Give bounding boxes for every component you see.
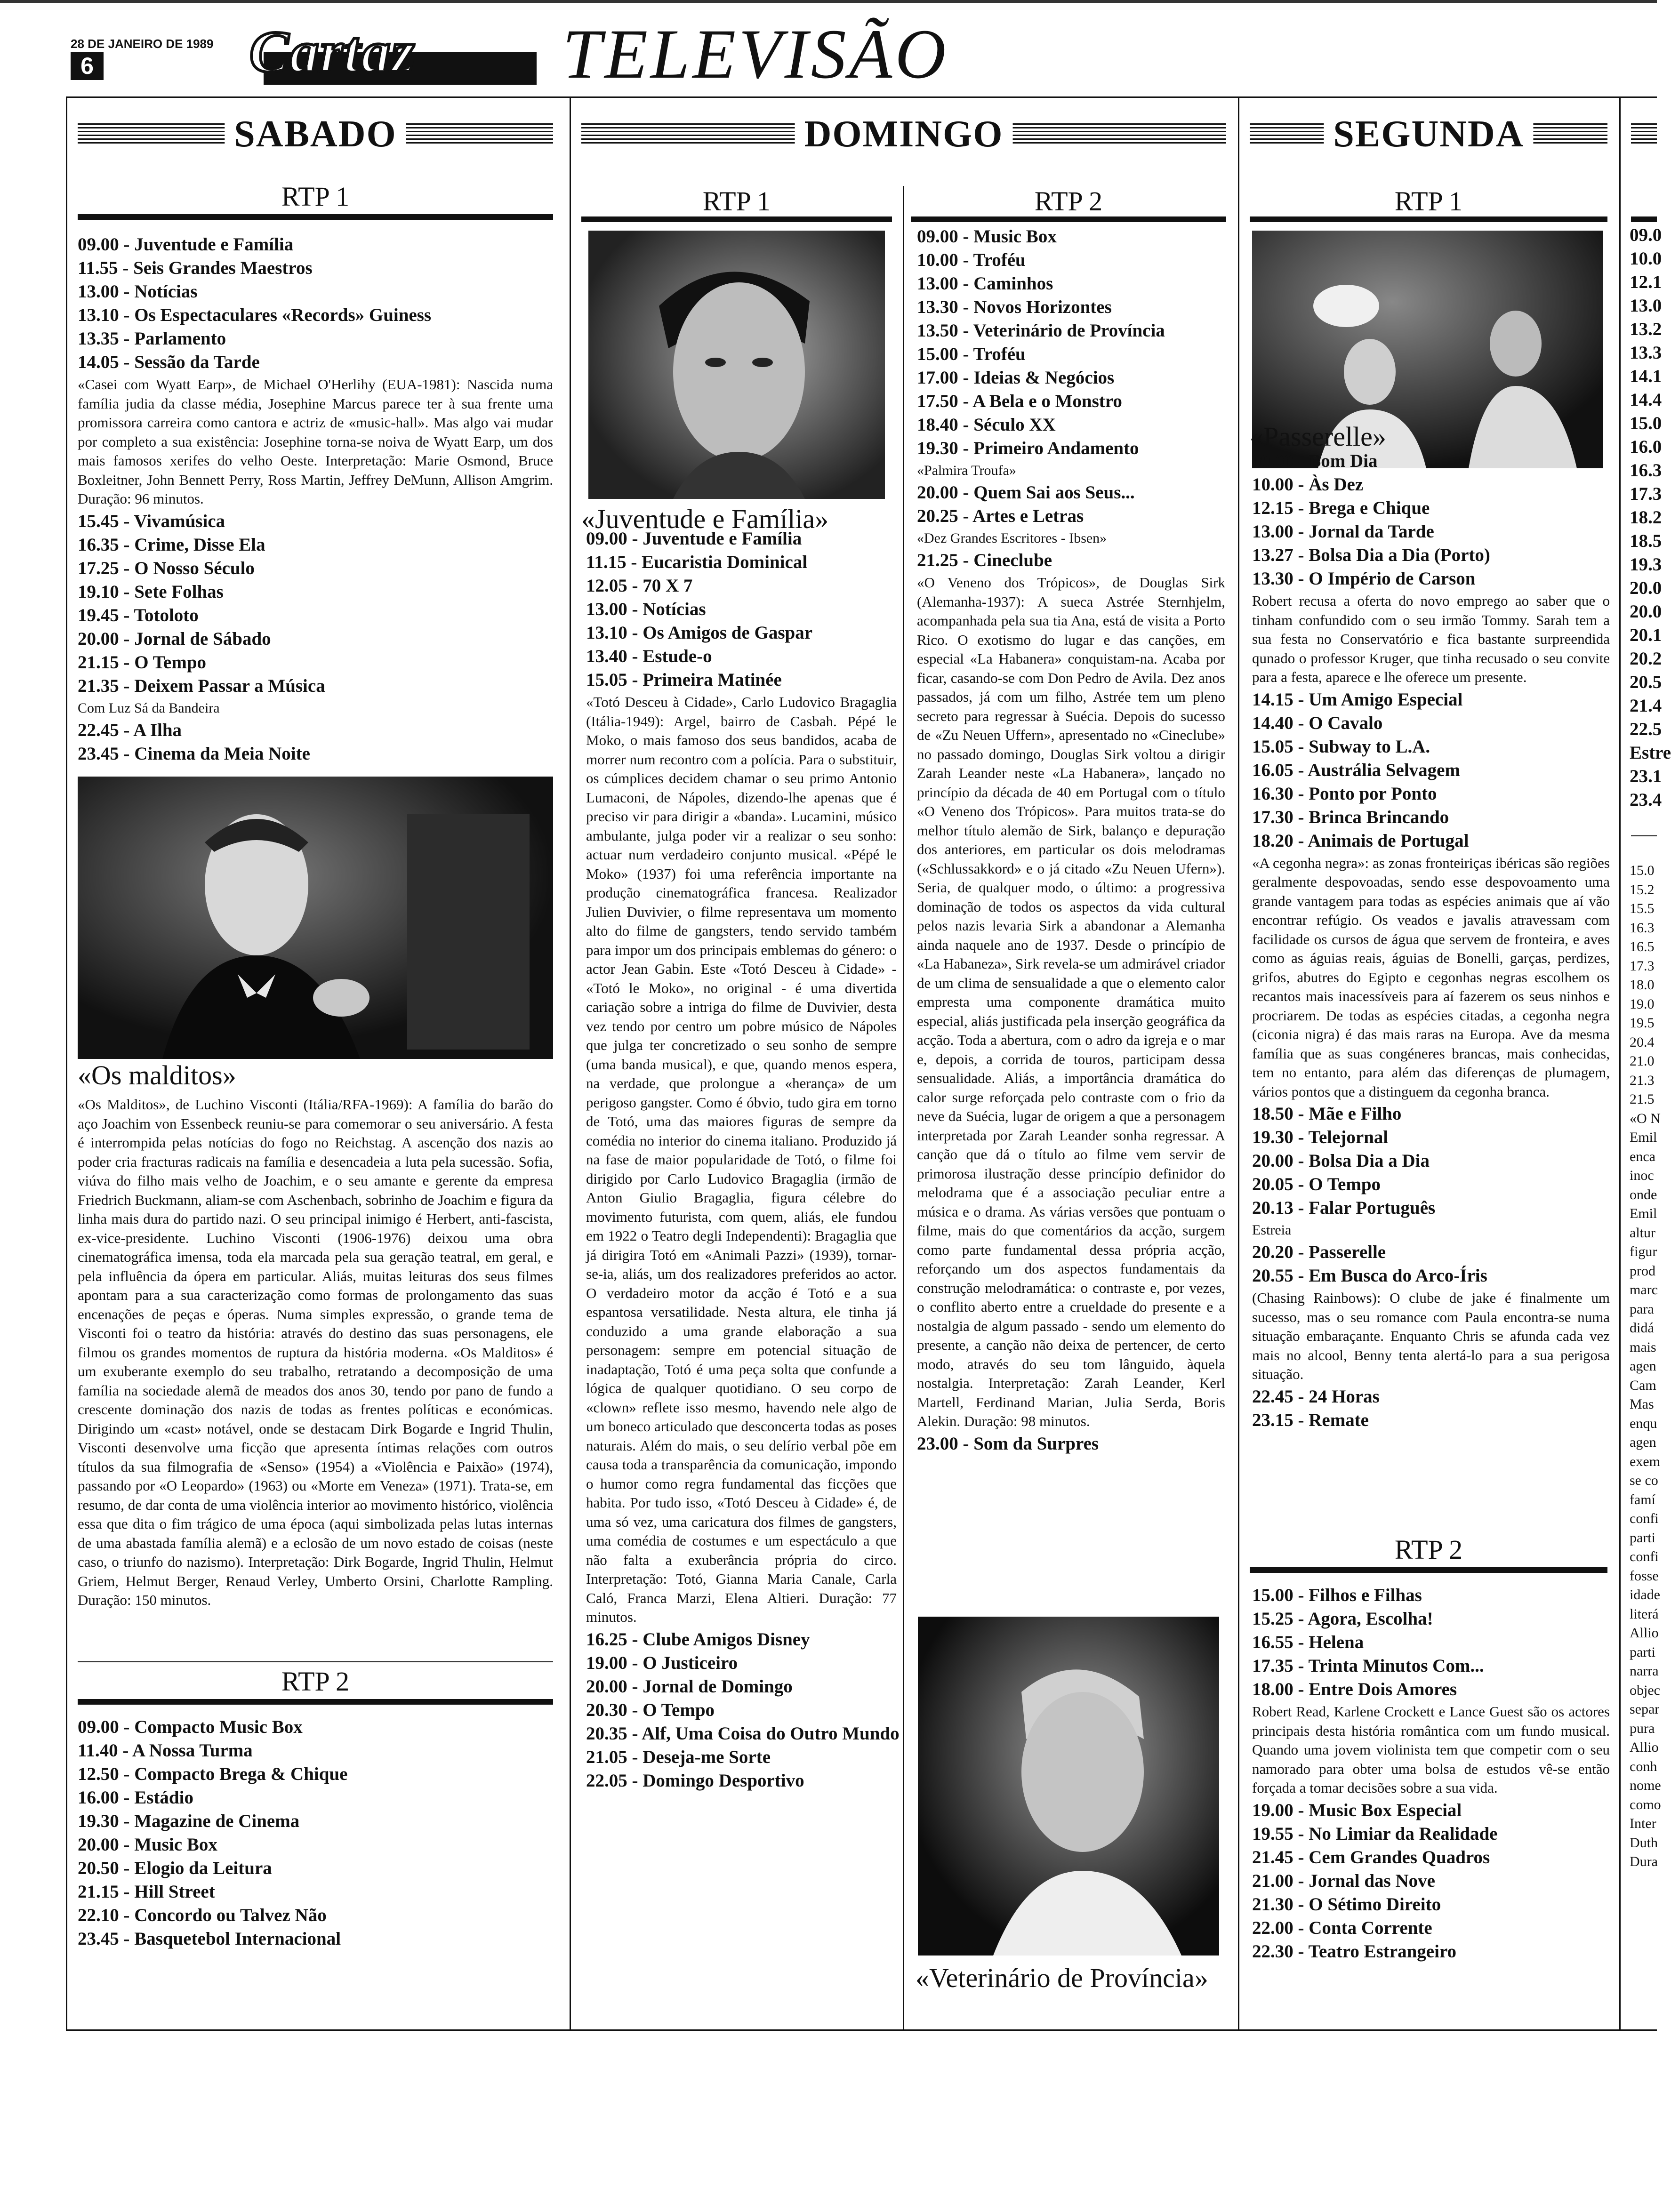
program-item: 11.40 - A Nossa Turma — [78, 1740, 253, 1761]
text-fragment: 21.4 — [1630, 696, 1662, 716]
text-fragment: onde — [1630, 1186, 1657, 1202]
day-header-cut — [1631, 113, 1657, 155]
channel-label-rtp2: RTP 2 — [281, 1666, 350, 1697]
program-note: Com Luz Sá da Bandeira — [78, 700, 220, 716]
text-fragment: 10.0 — [1630, 248, 1662, 269]
program-item: 20.00 - Music Box — [78, 1835, 217, 1855]
channel-bar — [78, 214, 553, 220]
day-label: DOMINGO — [795, 113, 1013, 155]
program-item: 20.25 - Artes e Letras — [917, 506, 1084, 526]
photo-juventude — [588, 231, 885, 499]
text-fragment: 17.3 — [1630, 484, 1662, 504]
text-fragment: para — [1630, 1301, 1654, 1317]
photo-placeholder-icon — [588, 231, 885, 499]
program-item: 13.40 - Estude-o — [586, 646, 712, 666]
text-fragment: 13.0 — [1630, 296, 1662, 316]
text-fragment: agen — [1630, 1435, 1656, 1450]
program-item: 13.10 - Os Espectaculares «Records» Guiness — [78, 305, 432, 325]
sabado-rtp2-schedule — [78, 1715, 553, 1951]
program-item: 18.20 - Animais de Portugal — [1252, 830, 1469, 851]
program-item: 11.55 - Seis Grandes Maestros — [78, 258, 313, 278]
text-fragment: 15.2 — [1630, 882, 1655, 898]
column-rule-3 — [1619, 96, 1621, 2031]
program-item: 19.30 - Magazine de Cinema — [78, 1811, 300, 1831]
text-fragment: 13.2 — [1630, 319, 1662, 339]
section-divider — [78, 1661, 553, 1662]
program-item: 20.30 - O Tempo — [586, 1699, 715, 1720]
channel-label-rtp1: RTP 1 — [1394, 186, 1463, 216]
day-header-domingo — [581, 113, 1226, 155]
program-item: 14.40 - O Cavalo — [1252, 713, 1383, 733]
issue-date: 28 DE JANEIRO DE 1989 — [71, 37, 214, 51]
text-fragment: Duth — [1630, 1835, 1658, 1851]
text-fragment: confi — [1630, 1511, 1659, 1526]
program-item: 21.25 - Cineclube — [917, 550, 1052, 570]
channel-bar — [1631, 216, 1657, 222]
program-item: 19.45 - Totoloto — [78, 605, 199, 625]
program-item: 12.15 - Brega e Chique — [1252, 498, 1430, 518]
fragment-list — [1630, 224, 1671, 812]
program-item: 23.45 - Cinema da Meia Noite — [78, 743, 310, 764]
program-list — [1252, 1799, 1610, 1964]
program-item: 16.05 - Austrália Selvagem — [1252, 760, 1460, 780]
photo-veterinario — [918, 1617, 1219, 1956]
program-item: 14.15 - Um Amigo Especial — [1252, 689, 1463, 710]
text-fragment: 14.1 — [1630, 366, 1662, 386]
text-fragment: inoc — [1630, 1168, 1654, 1183]
text-fragment: Allio — [1630, 1625, 1659, 1641]
text-fragment: 15.0 — [1630, 413, 1662, 433]
program-item: 22.45 - A Ilha — [78, 720, 182, 740]
text-fragment: exem — [1630, 1453, 1660, 1469]
channel-label-rtp1: RTP 1 — [281, 181, 350, 212]
text-fragment: agen — [1630, 1358, 1656, 1374]
program-list — [78, 1715, 553, 1951]
photo-os-malditos — [78, 777, 553, 1059]
program-item: 18.50 - Mãe e Filho — [1252, 1104, 1402, 1124]
program-item: 11.15 - Eucaristia Dominical — [586, 552, 808, 572]
program-list — [78, 719, 553, 766]
program-item: 20.35 - Alf, Uma Coisa do Outro Mundo — [586, 1723, 900, 1744]
text-fragment: figur — [1630, 1244, 1657, 1259]
text-fragment: 23.1 — [1630, 766, 1662, 786]
program-item: 22.30 - Teatro Estrangeiro — [1252, 1941, 1457, 1962]
text-fragment: 16.3 — [1630, 460, 1662, 481]
program-item: 13.30 - O Império de Carson — [1252, 569, 1476, 589]
cut-column-top — [1630, 224, 1671, 812]
text-fragment: 13.3 — [1630, 343, 1662, 363]
program-item: 13.50 - Veterinário de Província — [917, 321, 1165, 341]
program-item: 18.40 - Século XX — [917, 415, 1056, 435]
program-item: 17.00 - Ideias & Negócios — [917, 368, 1115, 388]
text-fragment: enca — [1630, 1148, 1655, 1164]
text-fragment: conh — [1630, 1758, 1657, 1774]
text-fragment: mais — [1630, 1339, 1656, 1355]
program-item: 15.25 - Agora, Escolha! — [1252, 1609, 1433, 1629]
program-item: 13.00 - Notícias — [78, 281, 198, 302]
text-fragment: marc — [1630, 1282, 1658, 1298]
day-header-segunda — [1250, 113, 1607, 155]
photo-caption: «Juventude e Família» — [581, 504, 829, 534]
program-item: 22.05 - Domingo Desportivo — [586, 1770, 804, 1791]
program-item: 21.35 - Deixem Passar a Música — [78, 675, 325, 696]
program-description: (Chasing Rainbows): O clube de jake é finalmente um sucesso, mas o seu romance com Paula encontra-se numa situação embaraçante. Enquanto Chris se afunda cada vez mais no alcool, Benny tenta alertá-lo para a sua perigosa situação. — [1252, 1290, 1610, 1382]
program-item: 15.05 - Subway to L.A. — [1252, 736, 1430, 757]
text-fragment: 18.0 — [1630, 977, 1655, 993]
program-item: 09.00 - Juventude e Família — [586, 529, 802, 549]
program-item: 21.15 - Hill Street — [78, 1882, 215, 1902]
text-fragment: Inter — [1630, 1816, 1656, 1831]
text-fragment: 18.2 — [1630, 507, 1662, 528]
column-rule-1 — [570, 96, 571, 2031]
program-item: 19.30 - Telejornal — [1252, 1127, 1389, 1147]
text-fragment: separ — [1630, 1701, 1660, 1717]
text-fragment: 20.4 — [1630, 1034, 1655, 1050]
day-label: SABADO — [225, 113, 406, 155]
program-item: 15.00 - Filhos e Filhas — [1252, 1585, 1422, 1605]
fragment-list — [1630, 861, 1661, 1872]
program-item: 12.50 - Compacto Brega & Chique — [78, 1764, 348, 1784]
text-fragment: 20.1 — [1630, 625, 1662, 645]
program-item: 16.30 - Ponto por Ponto — [1252, 783, 1437, 804]
text-fragment: 15.0 — [1630, 863, 1655, 878]
program-item: 12.05 - 70 X 7 — [586, 576, 693, 596]
text-fragment: parti — [1630, 1644, 1655, 1660]
program-item: 23.00 - Som da Surpres — [917, 1433, 1099, 1454]
program-list — [1252, 1102, 1610, 1220]
text-fragment: 19.0 — [1630, 996, 1655, 1012]
program-item: 09.00 - Bom Dia — [1252, 451, 1378, 471]
sabado-film-description — [78, 1094, 553, 1611]
segunda-rtp2-schedule — [1252, 1584, 1610, 1964]
program-item: 19.30 - Primeiro Andamento — [917, 438, 1139, 458]
program-item: 22.00 - Conta Corrente — [1252, 1917, 1432, 1938]
program-item: 20.00 - Jornal de Domingo — [586, 1676, 793, 1697]
day-header-sabado — [78, 113, 553, 155]
text-fragment: Emil — [1630, 1130, 1657, 1145]
text-fragment: 21.3 — [1630, 1072, 1655, 1088]
program-list — [1252, 1241, 1610, 1288]
header-rules — [1631, 123, 1657, 144]
frame-bottom — [66, 2029, 1657, 2031]
program-item: 20.13 - Falar Português — [1252, 1198, 1436, 1218]
channel-bar — [1250, 1567, 1607, 1573]
segunda-rtp1-schedule — [1252, 449, 1610, 1432]
program-list — [78, 510, 553, 698]
text-fragment: confi — [1630, 1549, 1659, 1564]
program-item: 19.00 - O Justiceiro — [586, 1652, 738, 1673]
text-fragment: 21.5 — [1630, 1091, 1655, 1107]
text-fragment: 23.4 — [1630, 790, 1662, 810]
program-item: 14.05 - Sessão da Tarde — [78, 352, 260, 372]
program-item: 21.30 - O Sétimo Direito — [1252, 1894, 1441, 1915]
program-item: 13.00 - Notícias — [586, 599, 706, 619]
program-description: «A cegonha negra»: as zonas fronteiriças ibéricas são regiões geralmente despovoadas, sendo esse despovoamento uma grande vantagem para todas as espécies animais que aí vão encontrar refúgio. Os veados e javalis atravessam com facilidade os cursos de água que servem de fronteira, e aves como as águias reais, águias de Bonelli, garças, perdizes, grifos, abutres do Egipto e cegonhas negras escolhem os recantos mais inacessíveis para aí fazerem os seus ninhos e procriarem. De todas as espécies citadas, a cegonha negra (ciconia nigra) é das mais raras na Europa. Ave da mesma família que as suas congéneres brancas, mais conhecidas, tem no entanto, para além das diferenças de plumagem, vários pontos que a distinguem da cegonha branca. — [1252, 854, 1610, 1100]
photo-caption: «Passerelle» — [1250, 421, 1386, 452]
channel-bar — [1250, 216, 1607, 222]
day-label: SEGUNDA — [1324, 113, 1533, 155]
text-fragment: 21.0 — [1630, 1053, 1655, 1069]
text-fragment: 14.4 — [1630, 390, 1662, 410]
program-item: 21.05 - Deseja-me Sorte — [586, 1747, 771, 1767]
program-item: 20.00 - Jornal de Sábado — [78, 628, 271, 649]
program-list — [1252, 1385, 1610, 1432]
top-rule — [0, 0, 1657, 3]
text-fragment: famí — [1630, 1491, 1655, 1507]
program-note: «Palmira Troufa» — [917, 463, 1016, 478]
text-fragment: Cam — [1630, 1377, 1656, 1393]
text-fragment: nome — [1630, 1778, 1661, 1793]
program-list — [917, 549, 1225, 572]
program-item: 23.45 - Basquetebol Internacional — [78, 1929, 341, 1949]
text-fragment: 16.3 — [1630, 920, 1655, 936]
program-item: 09.00 - Music Box — [917, 226, 1057, 247]
program-item: 18.00 - Entre Dois Amores — [1252, 1679, 1457, 1699]
program-list — [917, 225, 1225, 460]
program-item: 13.10 - Os Amigos de Gaspar — [586, 623, 813, 643]
section-divider — [1631, 835, 1657, 836]
program-list — [1252, 449, 1610, 591]
program-item: 19.10 - Sete Folhas — [78, 581, 224, 602]
frame-top — [66, 96, 1657, 98]
program-list — [586, 1628, 900, 1793]
sabado-rtp1-schedule — [78, 233, 553, 766]
program-item: 15.45 - Vivamúsica — [78, 511, 225, 531]
domingo-rtp1-schedule — [586, 527, 900, 1793]
text-fragment: 17.3 — [1630, 958, 1655, 974]
program-item: 19.00 - Music Box Especial — [1252, 1800, 1462, 1820]
channel-label-rtp2: RTP 2 — [1394, 1534, 1463, 1565]
channel-bar — [581, 216, 892, 222]
text-fragment: 09.0 — [1630, 225, 1662, 245]
program-item: 15.00 - Troféu — [917, 344, 1026, 364]
program-item: 17.35 - Trinta Minutos Com... — [1252, 1656, 1484, 1676]
program-description: «Casei com Wyatt Earp», de Michael O'Herlihy (EUA-1981): Nascida numa família judia da classe média, Josephine Marcus parece ter à sua frente uma promissora carreira como cantora e actriz de «music-hall». Mas algo vai mudar por completo a sua existência: Josephine torna-se noiva de Wyatt Earp, um dos mais famosos xerifes do velho Oeste. Interpretação: Marie Osmond, Bruce Boxleitner, John Bennett Perry, Ross Martin, Jeffrey DeMunn, Allison Amgrim. Duração: 96 minutos. — [78, 376, 553, 507]
text-fragment: 16.5 — [1630, 939, 1655, 954]
channel-bar — [78, 1699, 553, 1705]
program-item: 10.00 - Às Dez — [1252, 474, 1364, 495]
text-fragment: 19.5 — [1630, 1015, 1655, 1031]
program-list — [917, 481, 1225, 528]
program-item: 13.35 - Parlamento — [78, 329, 226, 349]
text-fragment: 20.5 — [1630, 672, 1662, 692]
text-fragment: pura — [1630, 1720, 1655, 1736]
text-fragment: Emil — [1630, 1206, 1657, 1221]
text-fragment: prod — [1630, 1263, 1655, 1279]
text-fragment: 20.0 — [1630, 578, 1662, 598]
program-item: 20.55 - Em Busca do Arco-Íris — [1252, 1266, 1487, 1286]
program-item: 23.15 - Remate — [1252, 1410, 1369, 1430]
text-fragment: fosse — [1630, 1568, 1659, 1584]
text-fragment: 18.5 — [1630, 531, 1662, 551]
column-rule-2 — [1238, 96, 1239, 2031]
program-list — [586, 527, 897, 692]
text-fragment: Dura — [1630, 1854, 1658, 1869]
program-description: «O Veneno dos Trópicos», de Douglas Sirk (Alemanha-1937): A sueca Astrée Sternhjelm, acompanhada pela sua tia Ana, está de visita a Porto Rico. O exotismo do lugar e das canções, em especial «La Habanera» conquistam-na. Acaba por ficar, casando-se com Don Pedro de Avila. Dez anos passados, já com um filho, Astrée tem um pleno secreto para regressar à Suécia. Depois do sucesso de «Zu Neuen Uffern», apresentado no «Cineclube» no passado domingo, Douglas Sirk voltou a dirigir Zarah Leander neste «La Habanera», lançado no princípio da década de 40 em Portugal com o título «O Veneno dos Trópicos». Para muitos trata-se do melhor título alemão de Sirk, balanço e depuração dos anteriores, em particular os dois melodramas («Schlussakkord» e o já citado «Zu Neuen Ufern»). Seria, de qualquer modo, o último: a progressiva dominação de todos os aspectos da vida cultural pelos nazis levaria Sirk a abandonar a Alemanha ainda naquele ano de 1937. Desde o princípio de «La Habaneza», Sirk revela-se um admirável criador de um clima de sensualidade a que o elemento calor empresta uma componente dramática muito especial, aliás justificada pela inserção geográfica da acção. Toda a abertura, com o adro da igreja e o mar e, depois, a corrida de touros, participam dessa sensualidade. Aliás, a importância dramática do calor surge reforçada pelo contraste com o frio da neve da Suécia, lugar de origem a que a personagem interpretada por Zarah Leander sonha regressar. A canção que dá o título ao filme vem servir de primorosa ilustração desse princípio definidor do melodrama que é a associação peculiar entre a música e o drama. As várias versões que pontuam o filme, mais do que comentários da acção, surgem como parte fundamental dessa própria acção, reforçando um dos aspectos fundamentais da construção melodramática: o contraste e, por vezes, o conflito aberto entre a crueldade do presente e a nostalgia de algum passado - sendo um elemento do presente, a canção não deixa de pertencer, de certo modo, através do seu tom lânguido, àquela nostalgia. Interpretação: Zarah Leander, Kerl Martell, Ferdinand Marian, Julia Serda, Boris Alekin. Duração: 98 minutos. — [917, 574, 1225, 1429]
channel-label-rtp2: RTP 2 — [1034, 186, 1103, 216]
text-fragment: Estre — [1630, 743, 1671, 763]
text-fragment: 16.0 — [1630, 437, 1662, 457]
program-item: 21.45 - Cem Grandes Quadros — [1252, 1847, 1490, 1867]
program-list — [1252, 688, 1610, 853]
program-item: 16.55 - Helena — [1252, 1632, 1364, 1652]
program-item: 16.00 - Estádio — [78, 1787, 193, 1808]
program-item: 13.00 - Caminhos — [917, 273, 1053, 294]
text-fragment: como — [1630, 1796, 1661, 1812]
program-item: 13.30 - Novos Horizontes — [917, 297, 1112, 317]
frame-left — [66, 96, 67, 2031]
program-description: «Totó Desceu à Cidade», Carlo Ludovico Bragaglia (Itália-1949): Argel, bairro de Casbah. Pépé le Moko, o mais famoso dos seus bandidos, acaba de morrer num recontro com a polícia. Para o substituir, os cúmplices decidem chamar o seu primo Antonio Lumaconi, de Nápoles, dizendo-lhe apenas que é preciso vir para dirigir a «banda». Lucamini, músico ambulante, julga poder vir a realizar o seu sonho: actuar num verdadeiro conjunto musical. «Pépé le Moko» (1937) foi uma referência importante na produção cinematográfica francesa. Realizador Julien Duvivier, o filme representava um momento alto do filme de gangsters, tendo servido também para impor um dos principais emblemas do género: o actor Jean Gabin. Este «Totó Desceu à Cidade» - «Totó le Moko», no original - é uma divertida cariação sobre a intriga do filme de Duvivier, desta vez tendo por centro um pobre músico de Nápoles que julga ter concretizado o seu sonho de sempre (uma banda musical), e que, quando menos espera, na verdade, que prolongue a «herança» de um perigoso gangster. Como é óbvio, tudo gira em torno de Totó, uma das maiores figuras de sempre da comédia no interior do cinema italiano. Produzido já na fase de maior popularidade de Totó, o filme foi dirigido por Carlo Ludovico Bragaglia (irmão de Anton Giulio Bragaglia, figura célebre do movimento futurista, com quem, aliás, ele fundou em 1922 o Teatro degli Independenti): Bragaglia que já dirigira Totó em «Animali Pazzi» (1939), tornar-se-ia, aliás, um dos realizadores preferidos ao actor. O verdadeiro motor da acção é Totó e a sua espantosa versatilidade. Nesta altura, ele tinha já conduzido a uma grande elaboração a sua personagem: sempre em potencial situação de inadaptação, Totó é uma peça solta que confunde a lógica de qualquer quotidiano. O seu corpo de «clown» reflete isso mesmo, havendo nele algo de um boneco articulado que desconcerta todas as poses naturais. Além do mais, o seu delírio verbal põe em causa toda a transparência da comunicação, impondo o humor como regra fundamental das ficções que habita. Por tudo isso, «Totó Desceu à Cidade» é, de uma só vez, uma caricatura dos filmes de gangsters, uma comédia de costumes e um espectáculo a que não falta a exuberância própria do circo. Interpretação: Totó, Gianna Maria Canale, Carla Caló, Franca Marzi, Elena Altieri. Duração: 77 minutos. — [586, 694, 897, 1625]
program-item: 19.55 - No Limiar da Realidade — [1252, 1823, 1498, 1844]
cut-column-bottom — [1630, 861, 1661, 1872]
program-item: 15.05 - Primeira Matinée — [586, 670, 782, 690]
section-title: TELEVISÃO — [562, 15, 949, 93]
text-fragment: «O N — [1630, 1110, 1661, 1126]
text-fragment: parti — [1630, 1530, 1655, 1546]
program-list — [1252, 1584, 1610, 1701]
text-fragment: 12.1 — [1630, 272, 1662, 292]
program-description: Robert Read, Karlene Crockett e Lance Guest são os actores principais desta história romântica com um fundo musical. Quando uma jovem violinista tem que competir com o seu namorado para obter uma bolsa de estudos vê-se então forçada a tomar decisões sobre a sua vida. — [1252, 1703, 1610, 1796]
program-item: 22.45 - 24 Horas — [1252, 1386, 1380, 1407]
text-fragment: Allio — [1630, 1739, 1659, 1755]
program-item: 21.15 - O Tempo — [78, 652, 207, 673]
text-fragment: 15.5 — [1630, 901, 1655, 916]
program-item: 13.27 - Bolsa Dia a Dia (Porto) — [1252, 545, 1490, 565]
text-fragment: literá — [1630, 1606, 1659, 1622]
program-item: 20.50 - Elogio da Leitura — [78, 1858, 272, 1878]
program-item: 20.20 - Passerelle — [1252, 1242, 1386, 1262]
domingo-inner-rule — [903, 186, 904, 2031]
text-fragment: Mas — [1630, 1396, 1654, 1412]
channel-bar — [911, 216, 1226, 222]
program-description: Robert recusa a oferta do novo emprego ao saber que o tinham confundido com o seu irmão Tommy. Sarah tem a sua festa no Conservatório e fica bastante surpreendida qunado o professor Kruger, que tinha recusado o seu convite para a festa, aparece e lhe oferece um presente. — [1252, 593, 1610, 685]
program-item: 20.00 - Quem Sai aos Seus... — [917, 482, 1135, 503]
program-item: 21.00 - Jornal das Nove — [1252, 1870, 1435, 1891]
program-item: 20.00 - Bolsa Dia a Dia — [1252, 1151, 1430, 1171]
text-fragment: altur — [1630, 1225, 1655, 1241]
text-fragment: 19.3 — [1630, 554, 1662, 575]
program-item: 10.00 - Troféu — [917, 250, 1026, 270]
cartaz-logo: Cartaz — [249, 20, 416, 85]
text-fragment: 22.5 — [1630, 719, 1662, 739]
program-item: 16.35 - Crime, Disse Ela — [78, 534, 265, 555]
text-fragment: 20.2 — [1630, 649, 1662, 669]
channel-label-rtp1: RTP 1 — [702, 186, 771, 216]
photo-caption: «Os malditos» — [78, 1060, 236, 1090]
program-list — [917, 1432, 1225, 1456]
program-note: «Dez Grandes Escritores - Ibsen» — [917, 530, 1107, 546]
program-item: 16.25 - Clube Amigos Disney — [586, 1629, 810, 1650]
text-fragment: enqu — [1630, 1415, 1657, 1431]
program-item: 13.00 - Jornal da Tarde — [1252, 521, 1434, 542]
program-item: 09.00 - Juventude e Família — [78, 234, 294, 255]
program-item: 17.25 - O Nosso Século — [78, 558, 255, 578]
text-fragment: 20.0 — [1630, 601, 1662, 622]
domingo-rtp2-schedule — [917, 225, 1225, 1456]
photo-caption: «Veterinário de Província» — [916, 1963, 1208, 1993]
program-item: 22.10 - Concordo ou Talvez Não — [78, 1905, 327, 1925]
text-fragment: didá — [1630, 1320, 1654, 1336]
program-list — [78, 233, 553, 374]
program-item: 17.30 - Brinca Brincando — [1252, 807, 1449, 827]
page-number: 6 — [71, 52, 104, 80]
text-fragment: narra — [1630, 1663, 1659, 1679]
program-item: 20.05 - O Tempo — [1252, 1174, 1381, 1194]
program-item: 17.50 - A Bela e o Monstro — [917, 391, 1122, 411]
program-description: «Os Malditos», de Luchino Visconti (Itália/RFA-1969): A família do barão do aço Joachim von Essenbeck reuniu-se para comemorar o seu aniversário. A festa é interrompida pelas notícias do fogo no Reichstag. A ascenção dos nazis ao poder cria fracturas radicais na família e desencadeia a luta pela sucessão. Sofia, viúva do filho mais velho de Joachim, e o seu amante e gerente da empresa Friedrich Buckmann, aliam-se com Aschenbach, sobrinho de Joachim e figura da linha mais dura do partido nazi. O seu principal inimigo é Herbert, anti-fascista, ex-vice-presidente. Luchino Visconti (1906-1976) deixou uma obra cinematográfica imensa, toda ela marcada pela sua geração teatral, em geral, e pela influência da ópera em particular. Aliás, muitas leituras dos seus filmes apontam para a sua caracterização como formas de prolongamento das suas encenações de peças e óperas. Numa simples expressão, o grande tema de Visconti foi o teatro da história: através do destino das suas personagens, ele filmou os grandes momentos de ruptura da história moderna. «Os Malditos» é um exuberante exemplo do seu trabalho, retratando a decomposição de uma família na sociedade alemã de meados dos anos 30, tendo por pano de fundo a crescente dominação dos nazis de todas as frentes políticas e económicas. Dirigindo um «cast» notável, onde se destacam Dirk Bogarde e Ingrid Thulin, Visconti desenvolve uma ficção que apresenta íntimas relações com outros títulos da sua filmografia de «Senso» (1954) a «Violência e Paixão» (1974), passando por «O Leopardo» (1963) ou «Morte em Veneza» (1971). Trata-se, em resumo, de dar conta de uma violência interior ao movimento histórico, violência essa que dita o fim trágico de uma época (aqui simbolizada pelas lutas internas de uma abastada família alemã) e a eclosão de um novo estado de coisas (neste caso, o triunfo do nazismo). Interpretação: Dirk Bogarde, Ingrid Thulin, Helmut Griem, Helmut Berger, Renaud Verley, Umberto Orsini, Charlotte Rampling. Duração: 150 minutos. — [78, 1096, 553, 1608]
text-fragment: idade — [1630, 1587, 1660, 1603]
photo-placeholder-icon — [918, 1617, 1219, 1956]
text-fragment: se co — [1630, 1473, 1658, 1488]
text-fragment: objec — [1630, 1682, 1660, 1698]
program-item: 09.00 - Compacto Music Box — [78, 1717, 303, 1737]
photo-placeholder-icon — [78, 777, 553, 1059]
program-note: Estreia — [1252, 1222, 1292, 1238]
